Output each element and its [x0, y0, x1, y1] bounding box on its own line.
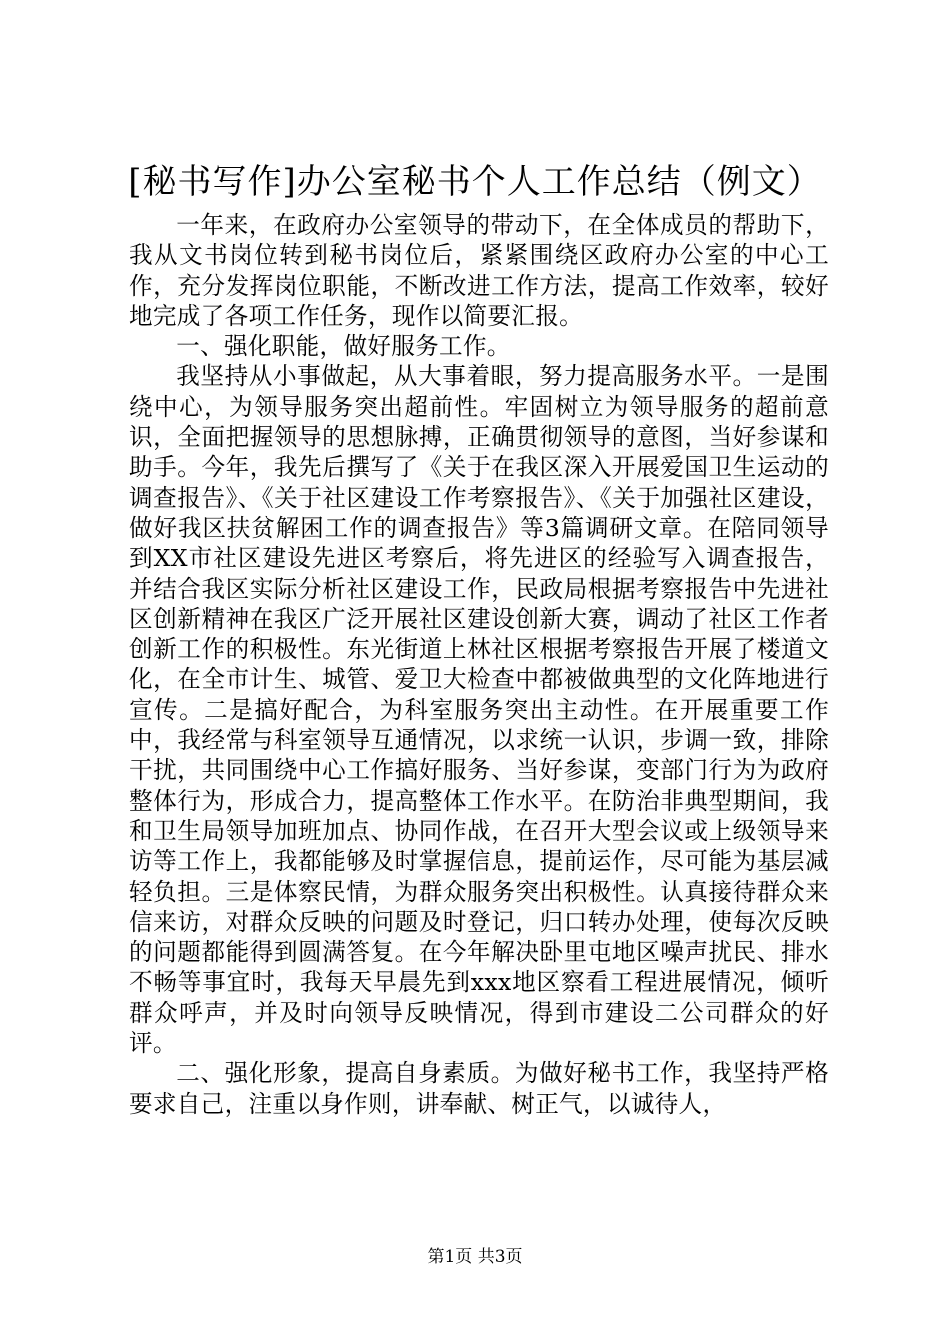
document-body — [129, 210, 829, 1119]
paragraph-heading-2: 二、强化形象，提高自身素质。为做好秘书工作，我坚持严格要求自己，注重以身作则，讲奉献、树正气，以诚待人， — [129, 1059, 829, 1118]
paragraph-heading-1: 一、强化职能，做好服务工作。 — [176, 332, 511, 361]
paragraph-service-details: 我坚持从小事做起，从大事着眼，努力提高服务水平。一是围绕中心，为领导服务突出超前性。牢固树立为领导服务的超前意识，全面把握领导的思想脉搏，正确贯彻领导的意图，当好参谋和助手。今年，我先后撰写了《关于在我区深入开展爱国卫生运动的调查报告》、《关于社区建设工作考察报告》、《关于加强社区建设，做好我区扶贫解困工作的调查报告》等3篇调研文章。在陪同领导到XX市社区建设先进区考察后，将先进区的经验写入调查报告，并结合我区实际分析社区建设工作，民政局根据考察报告中先进社区创新精神在我区广泛开展社区建设创新大赛，调动了社区工作者创新工作的积极性。东光街道上林社区根据考察报告开展了楼道文化，在全市计生、城管、爱卫大检查中都被做典型的文化阵地进行宣传。二是搞好配合，为科室服务突出主动性。在开展重要工作中，我经常与科室领导互通情况，以求统一认识，步调一致，排除干扰，共同围绕中心工作搞好服务、当好参谋，变部门行为为政府整体行为，形成合力，提高整体工作水平。在防治非典型期间，我和卫生局领导加班加点、协同作战，在召开大型会议或上级领导来访等工作上，我都能够及时掌握信息，提前运作，尽可能为基层减轻负担。三是体察民情，为群众服务突出积极性。认真接待群众来信来访，对群众反映的问题及时登记，归口转办处理，使每次反映的问题都能得到圆满答复。在今年解决卧里屯地区噪声扰民、排水不畅等事宜时，我每天早晨先到xxx地区察看工程进展情况，倾听群众呼声，并及时向领导反映情况，得到市建设二公司群众的好评。 — [129, 362, 829, 1058]
page-footer: 第1页 共3页 — [427, 1247, 523, 1267]
paragraph-intro: 一年来，在政府办公室领导的带动下，在全体成员的帮助下，我从文书岗位转到秘书岗位后，紧紧围绕区政府办公室的中心工作，充分发挥岗位职能，不断改进工作方法，提高工作效率，较好地完成了各项工作任务，现作以简要汇报。 — [129, 211, 829, 330]
page-title: [秘书写作]办公室秘书个人工作总结（例文） — [128, 162, 822, 202]
